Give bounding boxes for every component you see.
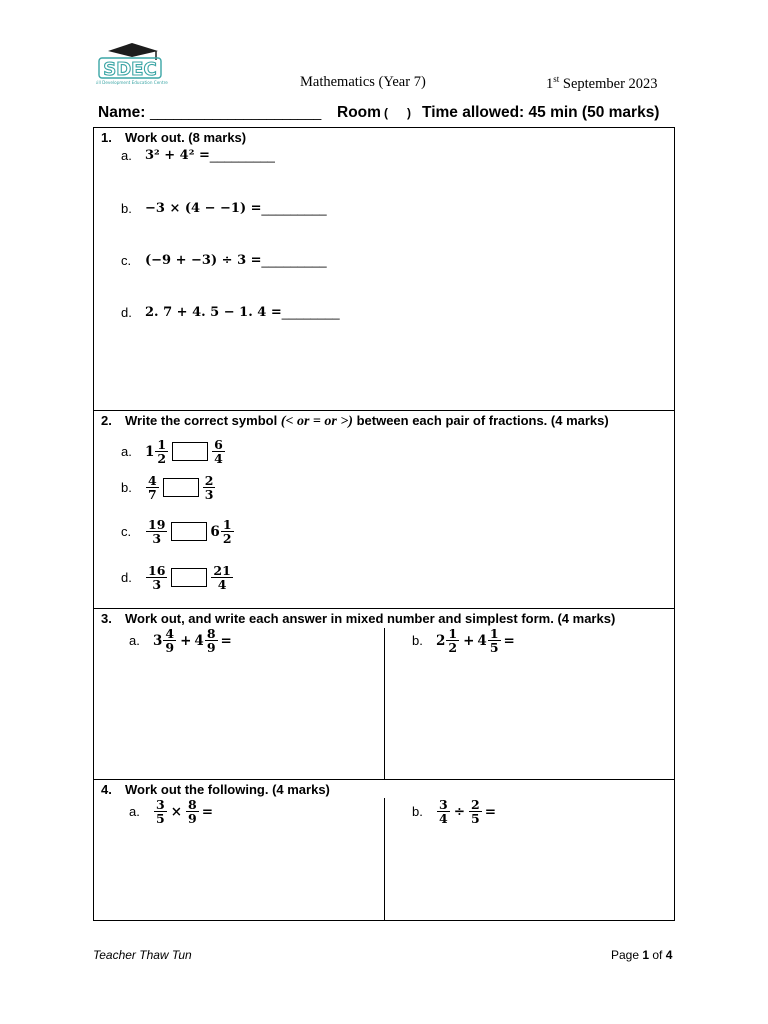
fraction: $\frac{1}{2}$ bbox=[222, 517, 232, 546]
subject-heading: Mathematics (Year 7) bbox=[300, 74, 426, 90]
answer-box[interactable] bbox=[171, 522, 207, 541]
fraction: $\frac{1}{2}$ bbox=[448, 626, 458, 655]
column-divider bbox=[384, 628, 385, 780]
question-2-box bbox=[93, 410, 675, 609]
answer-box[interactable] bbox=[171, 568, 207, 587]
room-paren-close: ) bbox=[407, 106, 411, 120]
q1-item-c: c. (−9 + −3) ÷ 3 = _________ bbox=[121, 253, 327, 268]
question-3-title: 3. Work out, and write each answer in mixed number and simplest form. (4 marks) bbox=[101, 611, 616, 626]
svg-text:SDEC: SDEC bbox=[103, 59, 157, 80]
footer-page-number: Page 1 of 4 bbox=[611, 948, 673, 962]
question-1-title: 1. Work out. (8 marks) bbox=[101, 130, 247, 145]
question-1-box bbox=[93, 127, 675, 411]
answer-box[interactable] bbox=[163, 478, 199, 497]
question-4-title: 4. Work out the following. (4 marks) bbox=[101, 782, 330, 797]
question-3-box bbox=[93, 608, 675, 780]
question-2-title: 2. Write the correct symbol (< or = or >) between each pair of fractions. (4 marks) bbox=[101, 413, 609, 429]
fraction: $\frac{8}{9}$ bbox=[188, 797, 197, 826]
name-label: Name: bbox=[98, 104, 146, 121]
svg-text:Skill Development Education Ce: Skill Development Education Centre bbox=[96, 80, 168, 85]
q1-item-d: d. 2. 7 + 4. 5 − 1. 4 = ________ bbox=[121, 305, 340, 320]
q4-item-a: a. $\frac{3}{5}$ × $\frac{8}{9}$ = bbox=[129, 797, 214, 826]
room-paren-open: ( bbox=[384, 106, 388, 120]
fraction: $\frac{21}{4}$ bbox=[213, 563, 231, 592]
q3-item-a: a. 3 $\frac{4}{9}$ + 4 $\frac{8}{9}$ = bbox=[129, 626, 232, 655]
room-label: Room bbox=[337, 104, 381, 121]
fraction: $\frac{2}{3}$ bbox=[204, 473, 214, 502]
q2-item-a: a. 1 $\frac{1}{2}$ $\frac{6}{4}$ bbox=[121, 437, 223, 466]
q1-item-b: b. −3 × (4 − −1) = _________ bbox=[121, 201, 327, 216]
q4-item-b: b. $\frac{3}{4}$ ÷ $\frac{2}{5}$ = bbox=[412, 797, 497, 826]
name-blank: ______________________ bbox=[150, 104, 322, 120]
column-divider bbox=[384, 798, 385, 921]
fraction: $\frac{3}{5}$ bbox=[156, 797, 165, 826]
fraction: $\frac{1}{5}$ bbox=[489, 626, 499, 655]
fraction: $\frac{8}{9}$ bbox=[206, 626, 216, 655]
fraction: $\frac{4}{9}$ bbox=[165, 626, 175, 655]
exam-date: 1st September 2023 bbox=[546, 74, 658, 92]
q2-item-b: b. $\frac{4}{7}$ $\frac{2}{3}$ bbox=[121, 473, 214, 502]
school-logo bbox=[96, 42, 168, 86]
fraction: $\frac{6}{4}$ bbox=[214, 437, 223, 466]
footer-teacher: Teacher Thaw Tun bbox=[93, 948, 192, 962]
fraction: $\frac{19}{3}$ bbox=[148, 517, 166, 546]
fraction: $\frac{4}{7}$ bbox=[148, 473, 157, 502]
q2-item-d: d. $\frac{16}{3}$ $\frac{21}{4}$ bbox=[121, 563, 231, 592]
q3-item-b: b. 2 $\frac{1}{2}$ + 4 $\frac{1}{5}$ = bbox=[412, 626, 515, 655]
fraction: $\frac{1}{2}$ bbox=[157, 437, 167, 466]
question-4-box bbox=[93, 779, 675, 921]
fraction: $\frac{2}{5}$ bbox=[471, 797, 480, 826]
fraction: $\frac{16}{3}$ bbox=[148, 563, 166, 592]
fraction: $\frac{3}{4}$ bbox=[439, 797, 448, 826]
q2-item-c: c. $\frac{19}{3}$ 6 $\frac{1}{2}$ bbox=[121, 517, 232, 546]
answer-box[interactable] bbox=[172, 442, 208, 461]
time-allowed: Time allowed: 45 min (50 marks) bbox=[422, 104, 660, 121]
q1-item-a: a. 3² + 4² = _________ bbox=[121, 148, 275, 163]
